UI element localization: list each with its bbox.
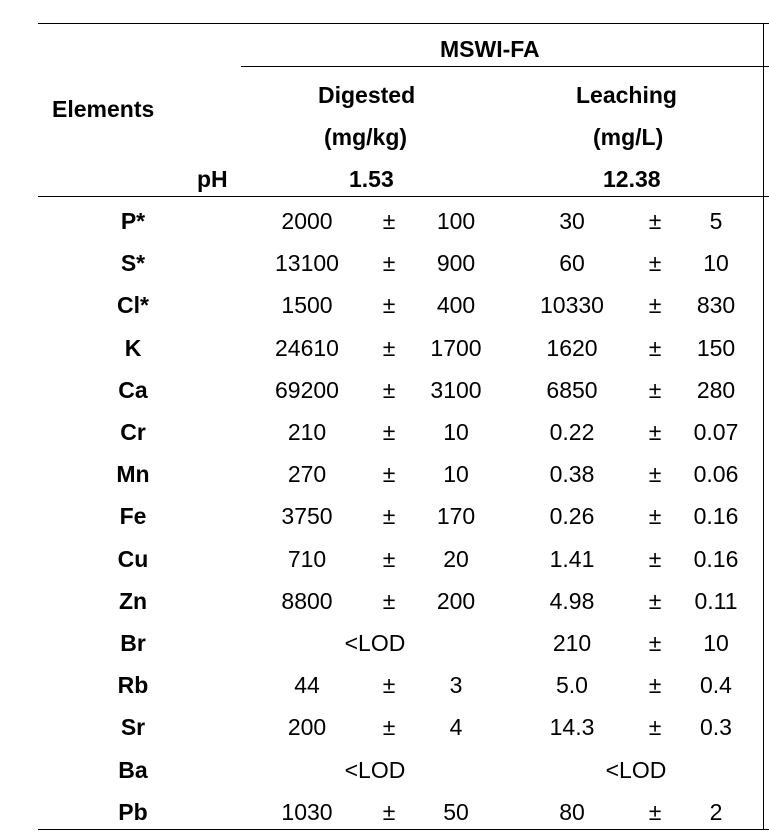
element-name: Pb xyxy=(118,799,148,825)
leaching-value: 30 xyxy=(559,208,585,234)
leaching-pm: ± xyxy=(648,630,662,656)
leaching-pm: ± xyxy=(648,799,662,825)
leaching-value: 60 xyxy=(559,250,585,276)
leaching-value: 80 xyxy=(559,799,585,825)
element-name: K xyxy=(124,335,142,361)
leaching-pm: ± xyxy=(648,503,662,529)
leaching-pm: ± xyxy=(648,377,662,403)
digested-pm: ± xyxy=(382,335,396,361)
digested-value: 710 xyxy=(287,546,327,572)
element-name: Br xyxy=(120,630,146,656)
leaching-error: 0.16 xyxy=(693,546,739,572)
digested-error: 20 xyxy=(443,546,469,572)
leaching-value: 10330 xyxy=(540,292,604,318)
leaching-pm: ± xyxy=(648,335,662,361)
element-name: Zn xyxy=(118,588,148,614)
leaching-pm: ± xyxy=(648,292,662,318)
leaching-error: 0.3 xyxy=(700,714,732,740)
digested-pm: ± xyxy=(382,672,396,698)
leaching-error: 150 xyxy=(696,335,736,361)
leaching-value: 6850 xyxy=(546,377,598,403)
element-name: Ba xyxy=(118,757,148,783)
element-name: Ca xyxy=(118,377,148,403)
digested-error: 100 xyxy=(436,208,476,234)
leaching-error: 10 xyxy=(703,630,729,656)
header-bottom-rule xyxy=(38,196,769,197)
leaching-header: Leaching xyxy=(576,82,677,108)
digested-value: 8800 xyxy=(281,588,333,614)
digested-pm: ± xyxy=(382,714,396,740)
digested-error: 10 xyxy=(443,419,469,445)
digested-value: 210 xyxy=(287,419,327,445)
digested-pm: ± xyxy=(382,208,396,234)
leaching-value: 0.22 xyxy=(549,419,595,445)
digested-error: 10 xyxy=(443,461,469,487)
digested-pm: ± xyxy=(382,377,396,403)
leaching-value: 0.26 xyxy=(549,503,595,529)
element-name: Cu xyxy=(117,546,149,572)
leaching-pm: ± xyxy=(648,250,662,276)
group-underline xyxy=(241,66,769,67)
digested-value: 1030 xyxy=(281,799,333,825)
digested-error: 170 xyxy=(436,503,476,529)
leaching-pm: ± xyxy=(648,546,662,572)
leaching-lod: <LOD xyxy=(605,757,667,783)
digested-error: 3100 xyxy=(430,377,482,403)
digested-unit: (mg/kg) xyxy=(324,124,408,150)
leaching-pm: ± xyxy=(648,672,662,698)
digested-lod: <LOD xyxy=(344,630,406,656)
element-name: S* xyxy=(120,250,146,276)
element-name: Mn xyxy=(116,461,150,487)
ph-leaching: 12.38 xyxy=(603,166,661,192)
leaching-error: 830 xyxy=(696,292,736,318)
leaching-value: 0.38 xyxy=(549,461,595,487)
digested-pm: ± xyxy=(382,503,396,529)
digested-pm: ± xyxy=(382,588,396,614)
element-name: Rb xyxy=(117,672,149,698)
digested-value: 44 xyxy=(294,672,320,698)
leaching-value: 210 xyxy=(552,630,592,656)
leaching-error: 0.4 xyxy=(700,672,732,698)
digested-value: 69200 xyxy=(275,377,339,403)
digested-error: 400 xyxy=(436,292,476,318)
leaching-pm: ± xyxy=(648,208,662,234)
digested-error: 3 xyxy=(449,672,463,698)
ph-digested: 1.53 xyxy=(349,166,394,192)
element-name: Cr xyxy=(120,419,146,445)
leaching-pm: ± xyxy=(648,419,662,445)
table-bottom-rule xyxy=(38,829,769,830)
leaching-pm: ± xyxy=(648,714,662,740)
digested-value: 1500 xyxy=(281,292,333,318)
digested-value: 2000 xyxy=(281,208,333,234)
leaching-value: 1620 xyxy=(546,335,598,361)
digested-value: 270 xyxy=(287,461,327,487)
leaching-value: 4.98 xyxy=(549,588,595,614)
leaching-pm: ± xyxy=(648,588,662,614)
digested-pm: ± xyxy=(382,546,396,572)
digested-error: 200 xyxy=(436,588,476,614)
leaching-error: 5 xyxy=(709,208,723,234)
leaching-error: 280 xyxy=(696,377,736,403)
right-border xyxy=(763,23,764,830)
digested-error: 900 xyxy=(436,250,476,276)
leaching-value: 5.0 xyxy=(556,672,588,698)
digested-pm: ± xyxy=(382,250,396,276)
digested-pm: ± xyxy=(382,799,396,825)
leaching-error: 2 xyxy=(709,799,723,825)
digested-lod: <LOD xyxy=(344,757,406,783)
leaching-unit: (mg/L) xyxy=(593,124,664,150)
digested-error: 50 xyxy=(443,799,469,825)
element-name: P* xyxy=(120,208,146,234)
top-rule xyxy=(38,23,769,24)
digested-pm: ± xyxy=(382,461,396,487)
leaching-error: 0.07 xyxy=(693,419,739,445)
digested-pm: ± xyxy=(382,292,396,318)
digested-error: 4 xyxy=(449,714,463,740)
element-name: Fe xyxy=(119,503,147,529)
leaching-error: 0.06 xyxy=(693,461,739,487)
digested-value: 3750 xyxy=(281,503,333,529)
element-name: Cl* xyxy=(117,292,149,318)
group-header: MSWI-FA xyxy=(440,36,540,62)
leaching-error: 0.16 xyxy=(693,503,739,529)
leaching-error: 10 xyxy=(703,250,729,276)
digested-value: 24610 xyxy=(275,335,339,361)
digested-pm: ± xyxy=(382,419,396,445)
element-name: Sr xyxy=(120,714,146,740)
leaching-value: 14.3 xyxy=(549,714,595,740)
leaching-error: 0.11 xyxy=(694,588,738,614)
leaching-value: 1.41 xyxy=(549,546,595,572)
elements-header: Elements xyxy=(52,96,155,122)
digested-value: 200 xyxy=(287,714,327,740)
digested-value: 13100 xyxy=(275,250,339,276)
digested-header: Digested xyxy=(318,82,416,108)
leaching-pm: ± xyxy=(648,461,662,487)
digested-error: 1700 xyxy=(430,335,482,361)
ph-label: pH xyxy=(197,166,228,192)
